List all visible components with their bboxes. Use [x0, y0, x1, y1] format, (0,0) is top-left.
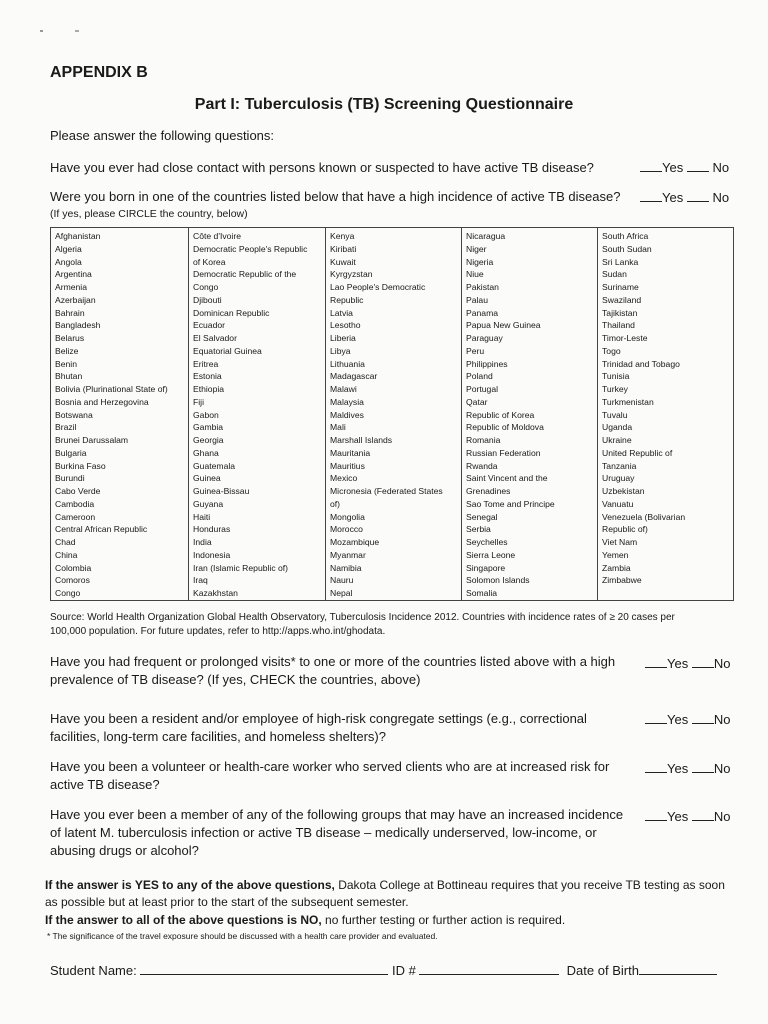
country-item: Djibouti [193, 294, 222, 305]
country-item: Kenya [330, 231, 355, 241]
country-item: Gambia [193, 422, 224, 433]
country-item: Dominican Republic [193, 307, 270, 318]
country-item: Bulgaria [55, 447, 87, 458]
country-item: Liberia [330, 333, 356, 343]
yes-label: Yes [667, 656, 689, 671]
country-item: Estonia [193, 371, 222, 382]
appendix-heading: APPENDIX B [50, 64, 148, 81]
country-item: Benin [55, 358, 77, 369]
country-item: Senegal [466, 511, 498, 522]
country-item: Swaziland [602, 294, 642, 305]
country-item: South Sudan [602, 243, 652, 254]
country-item: Madagascar [330, 371, 378, 382]
country-item: Indonesia [193, 549, 231, 560]
country-item: Sao Tome and Principe [466, 498, 555, 509]
no-blank[interactable] [687, 189, 709, 202]
yes-label: Yes [667, 761, 689, 776]
country-item: Republic of Moldova [466, 422, 544, 433]
country-item: Côte d'Ivoire [193, 231, 241, 241]
country-item: Guinea-Bissau [193, 486, 250, 496]
yes-blank[interactable] [645, 760, 667, 773]
country-item: Tuvalu [602, 409, 628, 420]
country-item: Iraq [193, 575, 208, 586]
country-item: Republic of Korea [466, 409, 535, 420]
country-item: Haiti [193, 511, 211, 522]
country-item: Democratic Republic of the [193, 269, 297, 280]
country-item: El Salvador [193, 333, 237, 343]
country-item: Mauritius [330, 460, 365, 471]
answer-health-care-worker[interactable] [645, 760, 730, 776]
answer-high-risk-groups[interactable] [645, 808, 730, 824]
country-column [51, 228, 189, 601]
country-item: Uzbekistan [602, 486, 645, 496]
country-item: Azerbaijan [55, 294, 96, 305]
country-item: Angola [55, 256, 82, 267]
country-item: Papua New Guinea [466, 320, 541, 331]
country-item: Sierra Leone [466, 549, 516, 560]
country-item: Democratic People's Republic [193, 243, 308, 254]
country-item: Russian Federation [466, 447, 541, 458]
country-item: Myanmar [330, 549, 366, 560]
answer-frequent-visits[interactable] [645, 655, 730, 671]
yes-label: Yes [667, 809, 689, 824]
country-item: Iran (Islamic Republic of) [193, 562, 289, 573]
no-blank[interactable] [692, 655, 714, 668]
country-item: Kiribati [330, 243, 357, 254]
no-instruction [45, 912, 725, 929]
signature-row [50, 962, 717, 978]
country-item: Mongolia [330, 511, 365, 522]
country-item: India [193, 537, 212, 547]
country-item: Afghanistan [55, 231, 101, 241]
country-item: Niue [466, 269, 484, 280]
country-item: Qatar [466, 396, 488, 407]
country-item: Yemen [602, 549, 629, 560]
country-item: Portugal [466, 384, 499, 394]
country-item: of Korea [193, 256, 226, 267]
country-item: Republic of) [602, 524, 648, 535]
country-item: Tanzania [602, 460, 637, 471]
country-item: Guyana [193, 498, 224, 509]
country-item: Paraguay [466, 333, 503, 343]
country-item: Peru [466, 345, 485, 356]
country-item: South Africa [602, 231, 649, 241]
country-item: Zambia [602, 562, 631, 573]
country-item: Mexico [330, 473, 358, 484]
country-item: Ecuador [193, 320, 226, 331]
country-item: Congo [193, 282, 219, 292]
country-item: Kazakhstan [193, 588, 238, 598]
country-item: Nicaragua [466, 231, 506, 241]
country-item: Marshall Islands [330, 435, 393, 445]
country-item: Mauritania [330, 447, 371, 458]
country-item: Micronesia (Federated States [330, 486, 443, 496]
country-item: Libya [330, 345, 351, 356]
no-label: No [712, 190, 730, 205]
country-item: Lithuania [330, 358, 365, 369]
country-item: Cambodia [55, 498, 95, 509]
country-item: Fiji [193, 396, 204, 407]
scan-speck [40, 30, 43, 32]
country-item: Solomon Islands [466, 575, 530, 586]
country-item: Turkmenistan [602, 396, 654, 407]
yes-instruction-bold: If the answer is YES to any of the above questions, [45, 878, 335, 892]
no-label: No [713, 712, 731, 727]
dob-field[interactable] [639, 962, 717, 975]
country-item: Uganda [602, 422, 633, 433]
country-column [462, 228, 598, 601]
country-item: Grenadines [466, 486, 511, 496]
country-item: Mali [330, 422, 346, 433]
country-item: Sudan [602, 269, 627, 280]
country-item: Timor-Leste [602, 333, 648, 343]
dob-label: Date of Birth [566, 963, 639, 978]
question-close-contact: Have you ever had close contact with persons known or suspected to have active TB disease? [50, 160, 594, 175]
country-item: Zimbabwe [602, 575, 642, 586]
country-item: of) [330, 498, 341, 509]
country-item: Panama [466, 307, 499, 318]
country-item: Burkina Faso [55, 460, 106, 471]
travel-footnote: * The significance of the travel exposure should be discussed with a health care provider and evaluated. [47, 931, 438, 941]
yes-blank[interactable] [640, 189, 662, 202]
source-note [50, 611, 740, 639]
country-item: Ukraine [602, 435, 632, 445]
country-item: Guatemala [193, 460, 236, 471]
country-item: Serbia [466, 524, 491, 535]
yes-instruction-text: Dakota College at Bottineau requires that you receive TB testing as soon as possible but at least prior to the start of the subsequent semester. [45, 878, 725, 909]
country-item: Pakistan [466, 282, 499, 292]
country-item: Malaysia [330, 396, 364, 407]
country-item: Brazil [55, 422, 77, 433]
circle-country-note: (If yes, please CIRCLE the country, below) [50, 208, 248, 220]
country-item: Rwanda [466, 460, 498, 471]
country-item: Lesotho [330, 320, 361, 331]
country-item: Palau [466, 294, 488, 305]
country-item: Sri Lanka [602, 256, 639, 267]
source-line: Source: World Health Organization Global Health Observatory, Tuberculosis Incidence 2012. Countries with incidence rates of ≥ 20 cases per [50, 612, 675, 623]
country-item: Armenia [55, 282, 87, 292]
country-column [598, 228, 734, 601]
country-item: Nigeria [466, 256, 494, 267]
country-item: Guinea [193, 473, 221, 484]
country-item: Seychelles [466, 537, 508, 547]
scan-speck [75, 30, 79, 32]
country-item: Bangladesh [55, 320, 101, 331]
country-item: Niger [466, 243, 487, 254]
intro-text: Please answer the following questions: [50, 128, 275, 143]
yes-label: Yes [667, 712, 689, 727]
question-congregate-settings: Have you been a resident and/or employee of high-risk congregate settings (e.g., correctional facilities, long-term care facilities, and homeless shelters)? [50, 711, 587, 744]
country-item: Uruguay [602, 473, 635, 484]
yes-label: Yes [662, 160, 684, 175]
country-item: Romania [466, 435, 501, 445]
country-item: Central African Republic [55, 524, 148, 535]
question-high-risk-groups: Have you ever been a member of any of the following groups that may have an increased incidence of latent M. tuberculosis infection or active TB disease – medically underserved, low-income, or abusing drugs or alcohol? [50, 807, 624, 858]
country-item: Thailand [602, 320, 635, 331]
country-item: Republic [330, 294, 364, 305]
country-item: Venezuela (Bolivarian [602, 511, 686, 522]
country-item: Cabo Verde [55, 486, 101, 496]
country-item: Bosnia and Herzegovina [55, 396, 149, 407]
answer-congregate-settings[interactable] [645, 711, 730, 727]
country-item: Suriname [602, 282, 639, 292]
no-blank[interactable] [687, 159, 709, 172]
no-label: No [713, 656, 731, 671]
country-item: Kuwait [330, 256, 356, 267]
student-name-label: Student Name: [50, 963, 137, 978]
country-item: Honduras [193, 524, 231, 535]
country-item: Chad [55, 537, 76, 547]
country-column [326, 228, 462, 601]
yes-blank[interactable] [645, 808, 667, 821]
country-item: Malawi [330, 384, 357, 394]
country-item: Gabon [193, 409, 219, 420]
country-item: Maldives [330, 409, 364, 420]
country-item: Colombia [55, 562, 92, 573]
country-item: Latvia [330, 307, 353, 318]
yes-blank[interactable] [640, 159, 662, 172]
country-item: Cameroon [55, 511, 96, 522]
no-label: No [713, 809, 731, 824]
country-item: Burundi [55, 473, 85, 484]
country-item: Somalia [466, 588, 498, 598]
country-item: Ghana [193, 447, 219, 458]
id-label: ID # [391, 963, 416, 978]
country-item: Togo [602, 345, 621, 356]
country-item: Tajikistan [602, 307, 638, 318]
page-title: Part I: Tuberculosis (TB) Screening Questionnaire [194, 96, 574, 113]
country-item: Turkey [602, 384, 628, 394]
country-item: Ethiopia [193, 384, 225, 394]
country-item: China [55, 549, 78, 560]
country-column [189, 228, 326, 601]
answer-close-contact[interactable] [640, 159, 729, 175]
country-item: Tunisia [602, 371, 630, 382]
country-item: Comoros [55, 575, 90, 586]
country-item: Georgia [193, 435, 224, 445]
country-item: Belarus [55, 333, 85, 343]
country-item: Botswana [55, 409, 93, 420]
no-instruction-text: no further testing or further action is required. [321, 913, 566, 927]
country-item: Brunei Darussalam [55, 435, 129, 445]
country-item: Philippines [466, 358, 508, 369]
country-item: Saint Vincent and the [466, 473, 548, 484]
no-blank[interactable] [692, 808, 714, 821]
student-name-field[interactable] [140, 962, 388, 975]
country-item: Mozambique [330, 537, 380, 547]
country-item: United Republic of [602, 447, 673, 458]
question-frequent-visits: Have you had frequent or prolonged visits* to one or more of the countries listed above with a high prevalence of TB disease? (If yes, CHECK the countries, above) [50, 654, 616, 687]
country-item: Bhutan [55, 371, 83, 382]
yes-label: Yes [662, 190, 684, 205]
country-item: Poland [466, 371, 493, 382]
country-item: Eritrea [193, 358, 219, 369]
country-item: Kyrgyzstan [330, 269, 373, 280]
country-item: Congo [55, 588, 81, 598]
no-instruction-bold: If the answer to all of the above questions is NO, [45, 913, 322, 927]
answer-born-in-country[interactable] [640, 189, 729, 205]
country-item: Viet Nam [602, 537, 638, 547]
country-item: Namibia [330, 562, 362, 573]
yes-blank[interactable] [645, 655, 667, 668]
country-item: Lao People's Democratic [330, 282, 426, 292]
country-item: Equatorial Guinea [193, 345, 262, 356]
country-item: Belize [55, 345, 79, 356]
id-field[interactable] [419, 962, 559, 975]
no-label: No [712, 160, 730, 175]
country-item: Nauru [330, 575, 354, 586]
question-health-care-worker: Have you been a volunteer or health-care worker who served clients who are at increased risk for active TB disease? [50, 759, 610, 792]
country-item: Vanuatu [602, 498, 634, 509]
question-born-in-country: Were you born in one of the countries listed below that have a high incidence of active TB disease? [50, 189, 621, 204]
country-table [50, 227, 734, 601]
yes-blank[interactable] [645, 711, 667, 724]
country-item: Bolivia (Plurinational State of) [55, 384, 168, 394]
source-line: 100,000 population. For future updates, refer to http://apps.who.int/ghodata. [50, 626, 386, 637]
no-label: No [713, 761, 731, 776]
country-item: Trinidad and Tobago [602, 358, 680, 369]
no-blank[interactable] [692, 760, 714, 773]
country-item: Bahrain [55, 307, 85, 318]
yes-instruction [45, 877, 725, 911]
no-blank[interactable] [692, 711, 714, 724]
country-item: Morocco [330, 524, 363, 535]
country-item: Argentina [55, 269, 92, 280]
country-item: Singapore [466, 562, 506, 573]
country-item: Nepal [330, 588, 353, 598]
country-item: Algeria [55, 243, 82, 254]
